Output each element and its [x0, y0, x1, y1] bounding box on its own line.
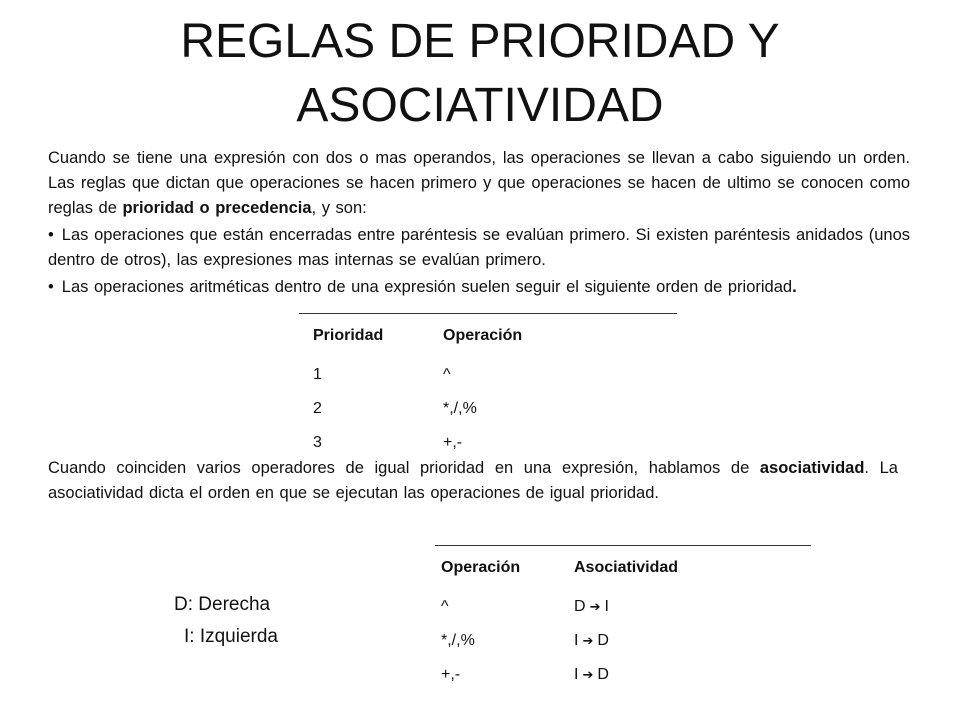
associativity-table	[435, 545, 811, 692]
assoc-text-after: . La asociatividad dicta el orden en que se ejecutan las operaciones de igual prioridad.	[48, 459, 898, 502]
title-line-2: ASOCIATIVIDAD	[296, 79, 664, 132]
assoc-from: I	[574, 632, 579, 649]
operation-cell: ^	[441, 598, 449, 615]
associativity-cell	[574, 624, 811, 658]
arrow-right-icon: ➔	[589, 600, 601, 615]
operation-cell: *,/,%	[443, 400, 477, 417]
priority-table	[299, 313, 677, 460]
table-row	[435, 658, 811, 692]
associativity-paragraph	[48, 456, 898, 506]
intro-text-after: , y son:	[311, 199, 367, 217]
priority-cell: 2	[313, 400, 322, 417]
associativity-cell	[574, 590, 811, 624]
priority-cell: 3	[313, 434, 322, 451]
assoc-from: D	[574, 598, 586, 615]
arrow-right-icon: ➔	[582, 668, 594, 683]
legend-derecha	[174, 590, 270, 620]
operation-cell: +,-	[441, 666, 461, 683]
bullet-item-2	[48, 275, 910, 300]
table-header-row	[299, 314, 677, 359]
table-row	[435, 590, 811, 624]
title-line-1: REGLAS DE PRIORIDAD Y	[180, 15, 780, 68]
bullet-icon: •	[48, 278, 54, 296]
assoc-to: D	[597, 666, 609, 683]
assoc-text-before: Cuando coinciden varios operadores de igual prioridad en una expresión, hablamos de	[48, 459, 760, 477]
priority-cell: 1	[313, 366, 322, 383]
table-row	[299, 358, 677, 392]
operation-cell: *,/,%	[441, 632, 475, 649]
legend-d-key: D	[174, 594, 188, 615]
page-title	[0, 10, 960, 138]
legend-i-key: I	[184, 626, 190, 647]
bullet-text-1: Las operaciones que están encerradas entre paréntesis se evalúan primero. Si existen paréntesis anidados (unos dentro de otros), las expresiones mas internas se evalúan primero.	[48, 226, 910, 269]
intro-bold-term: prioridad o precedencia	[122, 199, 312, 217]
assoc-from: I	[574, 666, 579, 683]
bullet-icon: •	[48, 226, 54, 244]
bullet-final-period: .	[792, 278, 797, 296]
assoc-to: D	[597, 632, 609, 649]
assoc-bold-term: asociatividad	[759, 459, 865, 477]
operation-cell: ^	[443, 366, 451, 383]
intro-paragraph	[48, 146, 910, 221]
legend-izquierda	[184, 622, 278, 652]
table-header-row	[435, 546, 811, 591]
table-row	[299, 426, 677, 460]
header-prioridad: Prioridad	[313, 327, 384, 344]
legend-d-text: : Derecha	[187, 594, 271, 615]
legend-i-text: : Izquierda	[189, 626, 279, 647]
table-row	[435, 624, 811, 658]
associativity-cell	[574, 658, 811, 692]
arrow-right-icon: ➔	[582, 634, 594, 649]
header-asociatividad: Asociatividad	[574, 559, 679, 576]
assoc-to: I	[604, 598, 609, 615]
intro-text-before: Cuando se tiene una expresión con dos o mas operandos, las operaciones se llevan a cabo siguiendo un orden. Las reglas que dictan que operaciones se hacen primero y que operaciones se hacen de ultimo se conocen como reglas de	[48, 149, 910, 217]
bullet-item-1	[48, 223, 910, 273]
operation-cell: +,-	[443, 434, 463, 451]
table-row	[299, 392, 677, 426]
header-operacion: Operación	[443, 327, 523, 344]
bullet-text-2: Las operaciones aritméticas dentro de una expresión suelen seguir el siguiente orden de prioridad	[61, 278, 793, 296]
header-operacion: Operación	[441, 559, 521, 576]
